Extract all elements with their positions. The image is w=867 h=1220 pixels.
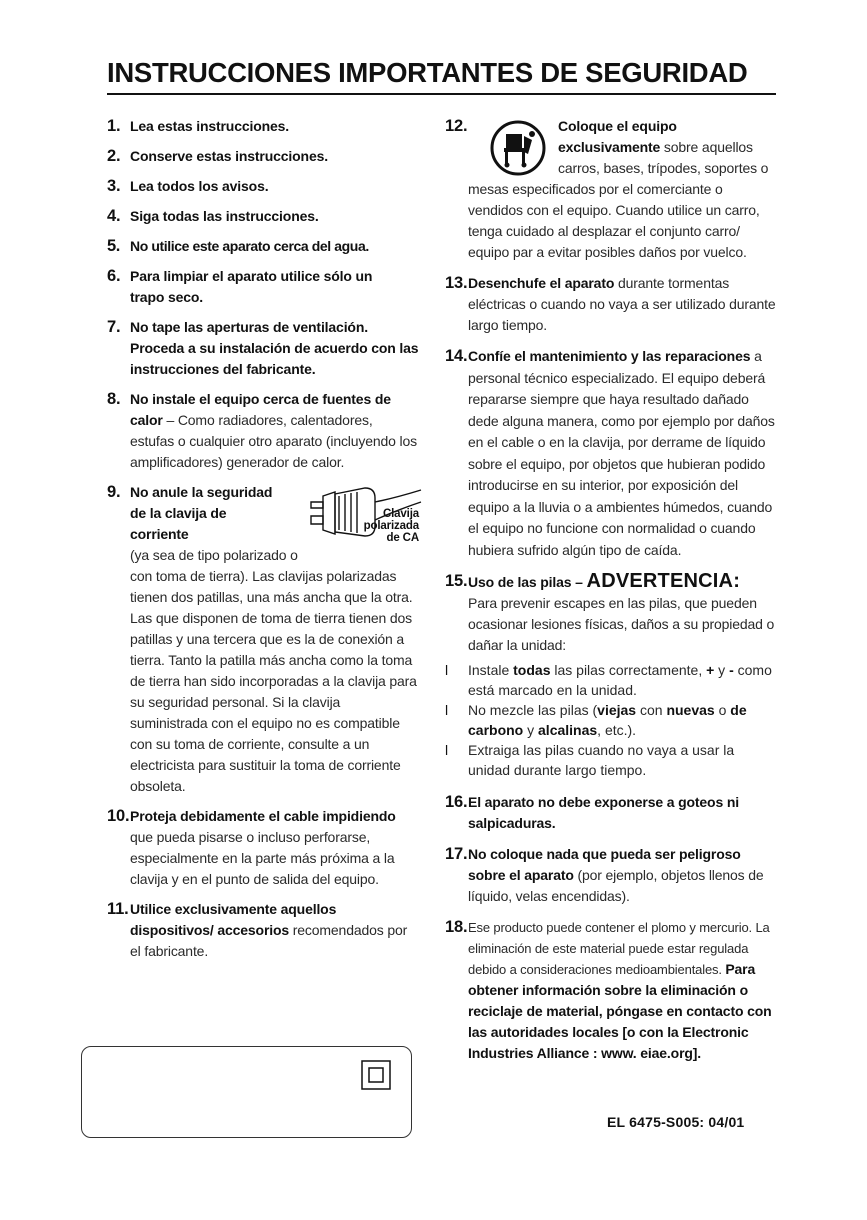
item-text: sobre aquellos carros, bases, trípodes, soportes o mesas especificados por el comerciante o vendidos con el equipo. Cuando utilice un carro, tenga cuidado al desplazar el conjunto carro/ equipo par a evitar posibles daños por vuelco. [468, 139, 769, 260]
battery-bullet-3 [445, 740, 779, 780]
bullet-bold: viejas [597, 702, 637, 718]
item-text: Ese producto puede contener el plomo y mercurio. La eliminación de este material puede estar regulada debido a consideraciones medioambientales. [468, 920, 770, 977]
battery-bullet-2 [445, 700, 779, 740]
safety-item-1 [107, 116, 419, 137]
item-number: 10. [107, 807, 130, 825]
minus-sign: - [729, 662, 734, 678]
item-number: 18. [445, 918, 468, 936]
right-column [445, 116, 779, 1064]
item-text: Lea estas instrucciones. [130, 118, 290, 134]
bullet-bold: nuevas [666, 702, 715, 718]
bullet-text: , etc.). [597, 722, 637, 738]
item-number: 9. [107, 483, 121, 501]
item-text: que pueda pisarse o incluso perforarse, especialmente en la parte más próxima a la clavija y en el punto de salida del equipo. [130, 829, 395, 887]
item-text: Para limpiar el aparato utilice sólo un trapo seco. [130, 268, 373, 305]
safety-item-10 [107, 806, 419, 890]
item-bold-text: No instale el equipo cerca de fuentes de calor [130, 391, 391, 428]
item-text: durante tormentas eléctricas o cuando no vaya a ser utilizado durante largo tiempo. [468, 275, 776, 333]
bullet-mark: l [445, 702, 449, 718]
item-number: 5. [107, 237, 120, 255]
item-number: 15. [445, 572, 468, 590]
safety-item-3 [107, 176, 419, 197]
item-number: 7. [107, 318, 121, 336]
safety-item-17 [445, 844, 779, 907]
bullet-text: o [714, 702, 731, 718]
item-number: 14. [445, 347, 468, 365]
bullet-text: Instale [468, 662, 514, 678]
item-number: 8. [107, 390, 121, 408]
item-bold-text: Utilice exclusivamente aquellos dispositivos/ accesorios [130, 901, 337, 938]
item-number: 1. [107, 117, 121, 135]
bullet-text: como está marcado en la unidad. [468, 662, 772, 698]
item-text: No utilice este aparato cerca del agua. [130, 238, 369, 254]
page-title: INSTRUCCIONES IMPORTANTES DE SEGURIDAD [107, 57, 748, 88]
item-text: Siga todas las instrucciones. [130, 208, 319, 224]
bullet-bold: todas [513, 662, 551, 678]
item-text: Conserve estas instrucciones. [130, 148, 328, 164]
bullet-text: y [714, 662, 730, 678]
safety-item-16 [445, 792, 779, 834]
item-number: 16. [445, 793, 468, 811]
safety-item-5 [107, 236, 419, 257]
safety-item-8 [107, 389, 419, 473]
item-number: 4. [107, 207, 121, 225]
item-number: 12. [445, 117, 468, 135]
safety-item-4 [107, 206, 419, 227]
plus-sign: + [706, 662, 715, 678]
item-bold-text: Para obtener información sobre la eliminación o reciclaje de material, póngase en contacto con las autoridades locales [o con la Electronic Industries Alliance : www. eiae.org]. [468, 961, 772, 1061]
bullet-text: No mezcle las pilas ( [468, 702, 598, 718]
plug-label-line: de CA [386, 532, 419, 544]
bullet-bold: de carbono [468, 702, 747, 738]
bullet-text: Extraiga las pilas cuando no vaya a usar la unidad durante largo tiempo. [468, 742, 735, 778]
item-number: 13. [445, 274, 468, 292]
item-text: (por ejemplo, objetos llenos de líquido, velas encendidas). [468, 867, 764, 904]
item-text: – Como radiadores, calentadores, estufas o cualquier otro aparato (incluyendo los amplificadores) generador de calor. [130, 412, 417, 470]
bullet-bold: alcalinas [538, 722, 598, 738]
title-rule [107, 93, 776, 95]
safety-item-6 [107, 266, 390, 308]
item-bold-text: El aparato no debe exponerse a goteos ni salpicaduras. [468, 794, 739, 831]
item-number: 3. [107, 177, 121, 195]
safety-item-14 [445, 346, 779, 561]
cart-tip-over-warning-icon [490, 120, 546, 176]
item-text: No tape las aperturas de ventilación. Proceda a su instalación de acuerdo con las instrucciones del fabricante. [130, 319, 419, 377]
plug-label-line: polarizada [363, 520, 419, 532]
bullet-mark: l [445, 742, 449, 758]
item-bold-text: Proteja debidamente el cable impidiendo [130, 808, 396, 824]
item-text: recomendados por el fabricante. [130, 922, 408, 959]
item-bold-text: Coloque el equipo exclusivamente [558, 118, 677, 155]
item-bold-text: Desenchufe el aparato [468, 275, 615, 291]
safety-item-7 [107, 317, 419, 380]
item-number: 2. [107, 147, 121, 165]
battery-bullet-1 [445, 660, 779, 700]
safety-item-11 [107, 899, 419, 962]
safety-item-15 [445, 571, 779, 656]
item-text: Lea todos los avisos. [130, 178, 269, 194]
bullet-text: con [636, 702, 667, 718]
plug-label-line: Clavija [382, 508, 419, 520]
document-reference: EL 6475-S005: 04/01 [607, 1114, 745, 1130]
item-bold-text: No anule la seguridad de la clavija de corriente [130, 484, 273, 542]
item-number: 6. [107, 267, 121, 285]
bullet-text: las pilas correctamente, [550, 662, 707, 678]
item-text: (ya sea de tipo polarizado o con toma de tierra). Las clavijas polarizadas tienen dos patillas, una más ancha que la otra. Las que disponen de toma de tierra tienen dos patillas y una tercera que es la de conexión a tierra. Tanto la patilla más ancha como la toma de tierra han sido incorporadas a la clavija para su seguridad personal. Si la clavija suministrada con el equipo no es compatible con su toma de corriente, consulte a un electricista para sustituir la toma de corriente obsoleta. [130, 547, 417, 794]
class-ii-symbol-box [81, 1046, 412, 1138]
double-insulation-icon [361, 1060, 391, 1090]
plug-label [364, 508, 419, 544]
safety-item-13 [445, 273, 779, 336]
batteries-heading: Uso de las pilas – [468, 574, 587, 590]
left-column [107, 116, 419, 962]
warning-label: ADVERTENCIA: [586, 570, 741, 592]
safety-item-2 [107, 146, 419, 167]
item-number: 11. [107, 900, 129, 918]
bullet-text: y [523, 722, 539, 738]
item-bold-text: No coloque nada que pueda ser peligroso sobre el aparato [468, 846, 741, 883]
safety-item-12 [445, 116, 779, 263]
batteries-intro: Para prevenir escapes en las pilas, que pueden ocasionar lesiones físicas, daños a su propiedad o dañar la unidad: [468, 595, 775, 653]
item-text: a personal técnico especializado. El equipo deberá repararse siempre que haya resultado dañado dede alguna manera, como por ejemplo por daños en el cable o en la clavija, por derrame de líquido sobre el equipo, por objetos que hubieran podido introducirse en su interior, por exposición del equipo a la lluvia o a ambientes húmedos, cuando el equipo no funcione con normalidad o cuando hubiera sufrido algún tipo de caída. [468, 348, 775, 558]
item-bold-text: Confíe el mantenimiento y las reparaciones [468, 348, 751, 364]
polarized-plug-illustration [305, 482, 423, 552]
safety-item-9 [107, 482, 419, 797]
bullet-mark: l [445, 662, 449, 678]
item-number: 17. [445, 845, 468, 863]
safety-item-18 [445, 917, 779, 1064]
